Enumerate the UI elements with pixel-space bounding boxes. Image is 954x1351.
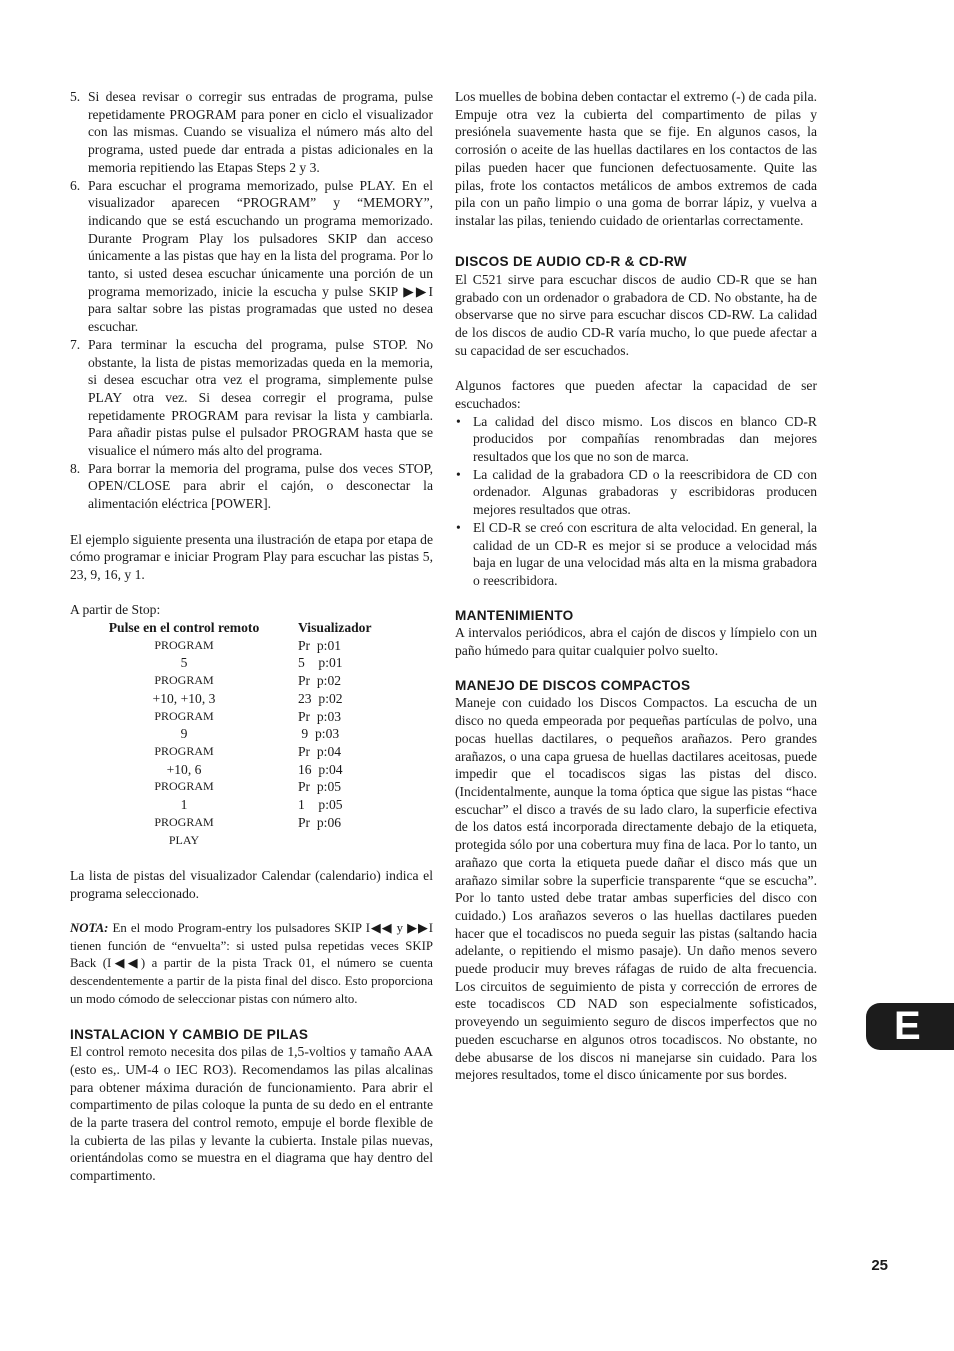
bullet-text: La calidad del disco mismo. Los discos en blanco CD-R producidos por compañías renombradas dan mejores resultados que los que no son de marca. — [473, 413, 817, 465]
table-cell-display: 9 p:03 — [298, 726, 340, 742]
left-column — [70, 88, 433, 1185]
table-row — [70, 743, 370, 761]
table-row — [70, 778, 370, 796]
example-paragraph: El ejemplo siguiente presenta una ilustración de etapa por etapa de cómo programar e iniciar Program Play para escuchar las pistas 5, 23, 9, 16, y 1. — [70, 531, 433, 582]
table-cell-remote: +10, 6 — [166, 761, 202, 777]
from-stop-label: A partir de Stop: — [70, 602, 161, 618]
note-label: NOTA: — [70, 920, 109, 935]
table-row — [70, 654, 370, 672]
table-cell-display — [298, 832, 370, 850]
battery-paragraph: El control remoto necesita dos pilas de 1,5-voltios y tamaño AAA (esto es,. UM-4 o IEC RO3). Recomendamos las pilas alcalinas para obtener máxima duración de funcionamiento. Para abrir el compartimento de pilas coloque la punta de su dedo en el entrante de la parte trasera del control remoto, empuje el borde flexible de la cubierta de las pilas y levante la cubierta. Instale pilas nuevas, orientándolas como se muestra en el diagrama que hay dentro del compartimento. — [70, 1044, 433, 1184]
list-number: 7. — [70, 336, 81, 352]
table-row — [70, 725, 370, 743]
list-item-5 — [70, 88, 433, 177]
table-cell-display: Pr p:01 — [298, 637, 342, 653]
cdr-heading: DISCOS DE AUDIO CD-R & CD-RW — [455, 254, 687, 270]
note-paragraph — [70, 920, 433, 1009]
table-cell-display: 23 p:02 — [298, 690, 343, 706]
list-item-6 — [70, 177, 433, 336]
table-row — [70, 814, 370, 832]
list-item: • La calidad de la grabadora CD o la reescribidora de CD con ordenador. Algunas grabadoras y escribidoras producen mejores resultados que otras. — [456, 466, 817, 518]
right-column — [455, 88, 817, 1084]
list-item: • La calidad del disco mismo. Los discos en blanco CD-R producidos por compañías renombradas dan mejores resultados que los que no son de marca. — [456, 413, 817, 465]
page-number: 25 — [871, 1257, 888, 1274]
table-cell-remote: PROGRAM — [154, 673, 214, 688]
list-text: Para escuchar el programa memorizado, pulse PLAY. En el visualizador aparecen “PROGRAM” y “MEMORY”, indicando que se está escuchando un programa memorizado. Durante Program Play los pulsadores SKIP dan acceso únicamente a las pistas que hay en la lista del programa. Por lo tanto, si usted desea escuchar únicamente una porción de un programa memorizado, inicie la escucha y pulse SKIP ▶▶I para saltar sobre las pistas programadas que usted no desea escuchar. — [88, 177, 433, 335]
table-cell-remote: 5 — [180, 655, 188, 671]
table-row — [70, 708, 370, 726]
table-row — [70, 637, 370, 655]
battery-heading: INSTALACION Y CAMBIO DE PILAS — [70, 1026, 309, 1042]
table-cell-remote: PROGRAM — [154, 814, 214, 829]
list-number: 8. — [70, 460, 81, 476]
table-cell-display: Pr p:06 — [298, 814, 342, 830]
factors-intro: Algunos factores que pueden afectar la capacidad de ser escuchados: — [455, 378, 817, 411]
list-number: 6. — [70, 177, 81, 193]
list-text: Para borrar la memoria del programa, pulse dos veces STOP, OPEN/CLOSE para abrir el cajón, o desconectar la alimentación eléctrica [POWER]. — [88, 460, 433, 512]
list-item-8 — [70, 460, 433, 513]
bullet-text: El CD-R se creó con escritura de alta velocidad. En general, la calidad de un CD-R es mejor si se produce a velocidad más baja en lugar de una velocidad más alta en la misma grabadora o reescribidora. — [473, 519, 817, 588]
maintenance-heading: MANTENIMIENTO — [455, 607, 574, 623]
table-cell-display: Pr p:02 — [298, 673, 342, 689]
table-cell-remote: 1 — [180, 797, 188, 813]
table-cell-remote: PLAY — [168, 832, 200, 847]
table-row — [70, 761, 370, 779]
table-header-row — [70, 619, 370, 637]
table-cell-remote: PROGRAM — [154, 637, 214, 652]
table-cell-remote: +10, +10, 3 — [152, 690, 216, 706]
bullet-text: La calidad de la grabadora CD o la reescribidora de CD con ordenador. Algunas grabadoras y escribidoras producen mejores resultados que otras. — [473, 466, 817, 518]
table-cell-display: Pr p:03 — [298, 708, 342, 724]
table-row — [70, 690, 370, 708]
list-text: Si desea revisar o corregir sus entradas de programa, pulse repetidamente PROGRAM para poner en ciclo el visualizador con las mismas. Cuando se visualiza el número más alto del programa, usted puede dar entrada a pistas adicionales en la memoria repitiendo las Etapas Steps 2 y 3. — [88, 89, 433, 175]
table-row — [70, 672, 370, 690]
note-text: En el modo Program-entry los pulsadores SKIP I◀◀ y ▶▶I tienen función de “envuelta”: si usted pulsa repetidas veces SKIP Back (I◀◀) a partir de la pista Track 01, el número se cuenta descendentemente a partir de la pista final del disco. Esto proporciona un modo cómodo de seleccionar pistas con número alto. — [70, 920, 434, 1006]
handling-paragraph: Maneje con cuidado los Discos Compactos. La escucha de un disco no queda empeorada por pequeñas partículas de polvo, una pocas huellas dactilares, o pequeños arañazos. Pero grandes arañazos, o una capa gruesa de huellas dactilares aceitosas, puede impedir que el tocadiscos sigas las pistas del disco. (Incidentalmente, aunque la toma óptica que sigue las pistas “hace escuchar” el disco a través de su lado claro, la superficie efectiva de los datos está incorporada directamente debajo de la etiqueta, protegida sólo por una cobertura muy fina de laca. Por lo tanto, un arañazo que corta la etiqueta puede dañar el disco más que un arañazo similar sobre la superficie transparente “que se escucha”. Por lo tanto usted debe tratar ambas superficies del disco con cuidado.) Los arañazos severos o las huellas dactilares pueden hacer que el tocadiscos no pueda seguir las pistas (saltando hacia adelante, o repitiendo el mismo pasaje). Un daño menos severo puede producir muy breves ráfagas de ruido de alta frecuencia. Los circuitos de seguimiento de pista y corrección de errores de este tocadiscos CD NAD son especialmente sofisticados, proveyendo un seguimiento seguro de discos imperfectos que no pueden escucharse en algunos otros tocadiscos. No obstante, no debe abusarse de los discos ni manejarse sin cuidado. Para los mejores resultados, tome el disco únicamente por sus bordes. — [455, 695, 817, 1083]
list-text: Para terminar la escucha del programa, pulse STOP. No obstante, la lista de pistas memorizadas queda en la memoria, si desea escuchar otra vez el programa, simplemente pulse PLAY otra vez. Si desea corregir el programa, pulse repetidamente PROGRAM para revisar la lista y cambiarla. Para añadir pistas pulse el pulsador PROGRAM hasta que se visualice el número más alto del programa. — [88, 336, 433, 459]
cdr-paragraph: El C521 sirve para escuchar discos de audio CD-R que se han grabado con un ordenador o grabadora de CD. No obstante, ha de observarse que no sirve para escuchar discos CD-RW. La calidad de los discos de audio CD-R varía mucho, lo que puede afectar a su capacidad de ser escuchados. — [455, 272, 817, 358]
table-cell-display: Pr p:04 — [298, 743, 342, 759]
table-cell-display: 1 p:05 — [298, 797, 343, 813]
list-item: • El CD-R se creó con escritura de alta velocidad. En general, la calidad de un CD-R es mejor si se produce a velocidad más baja en lugar de una velocidad más alta en la misma grabadora o reescribidora. — [456, 519, 817, 588]
table-row — [70, 796, 370, 814]
maintenance-paragraph: A intervalos periódicos, abra el cajón de discos y límpielo con un paño húmedo para quitar cualquier polvo suelto. — [455, 625, 817, 659]
calendar-paragraph: La lista de pistas del visualizador Calendar (calendario) indica el programa seleccionado. — [70, 867, 433, 901]
list-number: 5. — [70, 89, 81, 104]
handling-heading: MANEJO DE DISCOS COMPACTOS — [455, 677, 691, 693]
section-tab: E — [866, 1003, 954, 1050]
list-item-7 — [70, 336, 433, 460]
table-cell-remote: PROGRAM — [154, 708, 214, 723]
table-header-display: Visualizador — [298, 620, 372, 636]
table-cell-remote: 9 — [180, 726, 188, 742]
table-cell-remote: PROGRAM — [154, 743, 214, 758]
table-row — [70, 832, 370, 850]
table-cell-display: 16 p:04 — [298, 761, 343, 777]
program-table — [70, 619, 370, 849]
springs-paragraph: Los muelles de bobina deben contactar el extremo (-) de cada pila. Empuje otra vez la cubierta del compartimento de pilas y presiónela suavemente hasta que se fije. En algunos casos, la corrosión o aceite de las huellas dactilares en los contactos de las pilas pueden hacer que funcionen defectuosamente. Quite las pilas, frote los contactos metálicos de ambos extremos de cada pila con un paño limpio o una goma de borrar lápiz, y vuelva a instalar las pilas, teniendo cuidado de orientarlas correctamente. — [455, 89, 817, 228]
table-cell-remote: PROGRAM — [154, 779, 214, 794]
table-header-remote: Pulse en el control remoto — [108, 620, 260, 636]
table-cell-display: Pr p:05 — [298, 779, 342, 795]
table-cell-display: 5 p:01 — [298, 655, 343, 671]
